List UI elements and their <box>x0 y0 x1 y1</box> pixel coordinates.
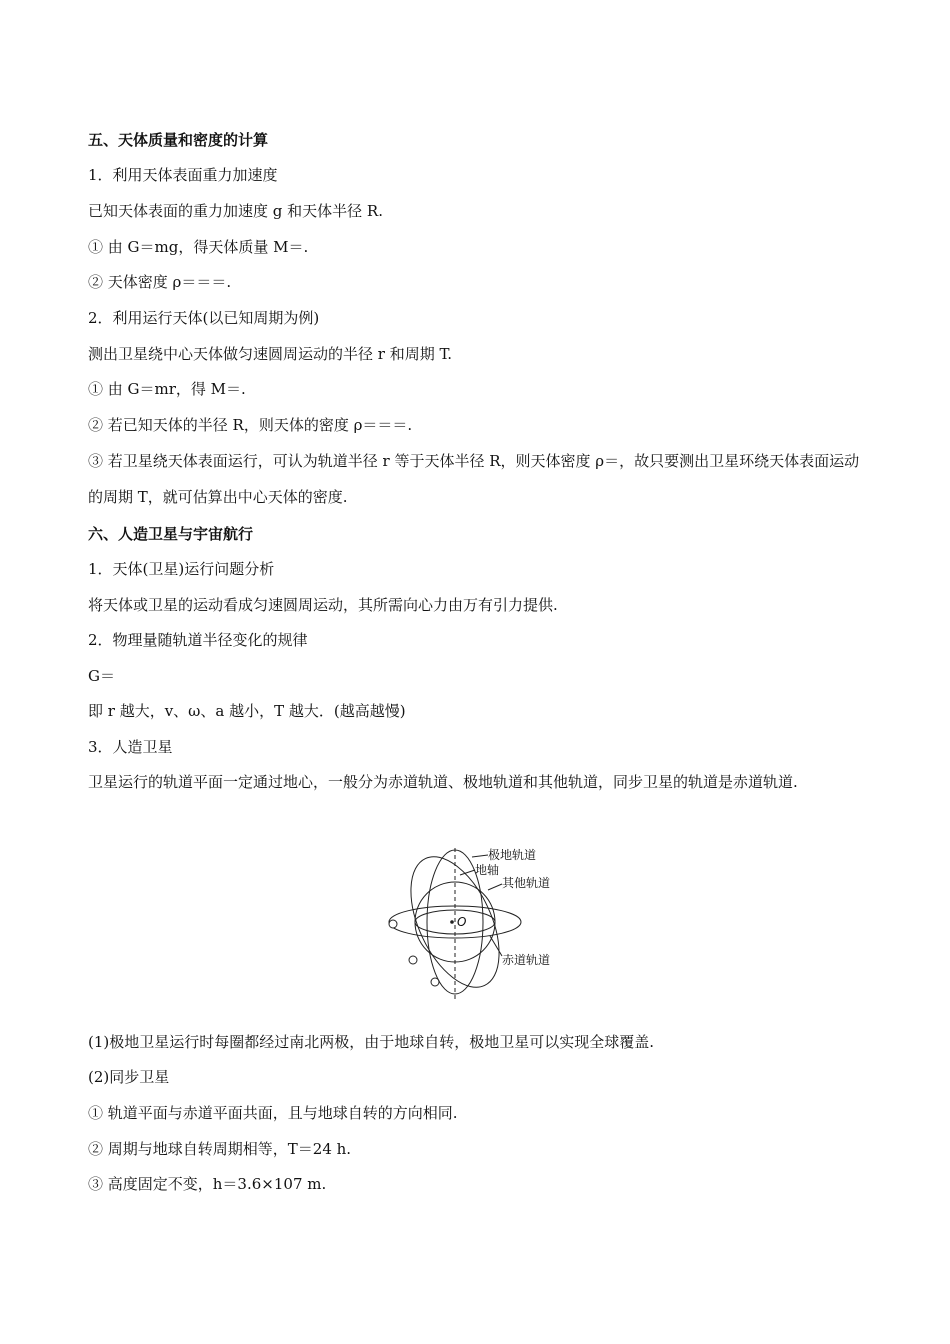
satellite-polar <box>431 978 439 986</box>
sync-item3: ③ 高度固定不变，h＝3.6×107 m. <box>88 1175 327 1193</box>
polar-leader <box>472 855 488 857</box>
earth-center-dot <box>450 920 454 924</box>
section5-item2-title: 2．利用运行天体(以已知周期为例) <box>88 309 320 327</box>
section5-item1-eq2: ② 天体密度 ρ＝＝＝. <box>88 273 232 291</box>
section5-item1-known: 已知天体表面的重力加速度 g 和天体半径 R. <box>88 202 383 220</box>
section6-heading: 六、人造卫星与宇宙航行 <box>88 525 254 543</box>
section6-item1-text: 将天体或卫星的运动看成匀速圆周运动，其所需向心力由万有引力提供. <box>88 596 558 614</box>
polar-satellite-text: (1)极地卫星运行时每圈都经过南北两极，由于地球自转，极地卫星可以实现全球覆盖. <box>88 1033 655 1051</box>
axis-label: 地轴 <box>475 863 500 877</box>
section6-item2-rule: 即 r 越大，v、ω、a 越小，T 越大．(越高越慢) <box>88 702 406 720</box>
section5-item2-eq1: ① 由 G＝mr，得 M＝. <box>88 380 246 398</box>
other-leader <box>488 884 502 890</box>
section6-item2-title: 2．物理量随轨道半径变化的规律 <box>88 631 308 649</box>
sync-item1: ① 轨道平面与赤道平面共面，且与地球自转的方向相同. <box>88 1104 458 1122</box>
equatorial-orbit-label: 赤道轨道 <box>502 953 551 967</box>
sync-title: (2)同步卫星 <box>88 1068 170 1086</box>
other-orbit-label: 其他轨道 <box>502 876 551 890</box>
center-label: O <box>457 915 467 929</box>
section6-item3-text: 卫星运行的轨道平面一定通过地心，一般分为赤道轨道、极地轨道和其他轨道，同步卫星的轨道是赤道轨道. <box>88 773 798 791</box>
section6-item3-title: 3．人造卫星 <box>88 738 173 756</box>
satellite-other <box>409 956 417 964</box>
section5-item1-eq1: ① 由 G＝mg，得天体质量 M＝. <box>88 238 309 256</box>
equator-leader <box>490 936 502 956</box>
section5-item2-eq3: ③ 若卫星绕天体表面运行，可认为轨道半径 r 等于天体半径 R，则天体密度 ρ＝，故只要测出卫星环绕天体表面运动的周期 T，就可估算出中心天体的密度. <box>88 452 860 506</box>
section5-item1-title: 1．利用天体表面重力加速度 <box>88 166 278 184</box>
sync-item2: ② 周期与地球自转周期相等，T＝24 h. <box>88 1140 352 1158</box>
satellite-equatorial <box>389 920 397 928</box>
orbit-diagram <box>380 840 580 1012</box>
section6-item2-formula: G＝ <box>88 667 115 685</box>
section5-item2-eq2: ② 若已知天体的半径 R，则天体的密度 ρ＝＝＝. <box>88 416 413 434</box>
section5-item2-measure: 测出卫星绕中心天体做匀速圆周运动的半径 r 和周期 T. <box>88 345 453 363</box>
section6-item1-title: 1．天体(卫星)运行问题分析 <box>88 560 275 578</box>
section5-heading: 五、天体质量和密度的计算 <box>88 131 269 149</box>
polar-orbit-label: 极地轨道 <box>488 848 537 862</box>
